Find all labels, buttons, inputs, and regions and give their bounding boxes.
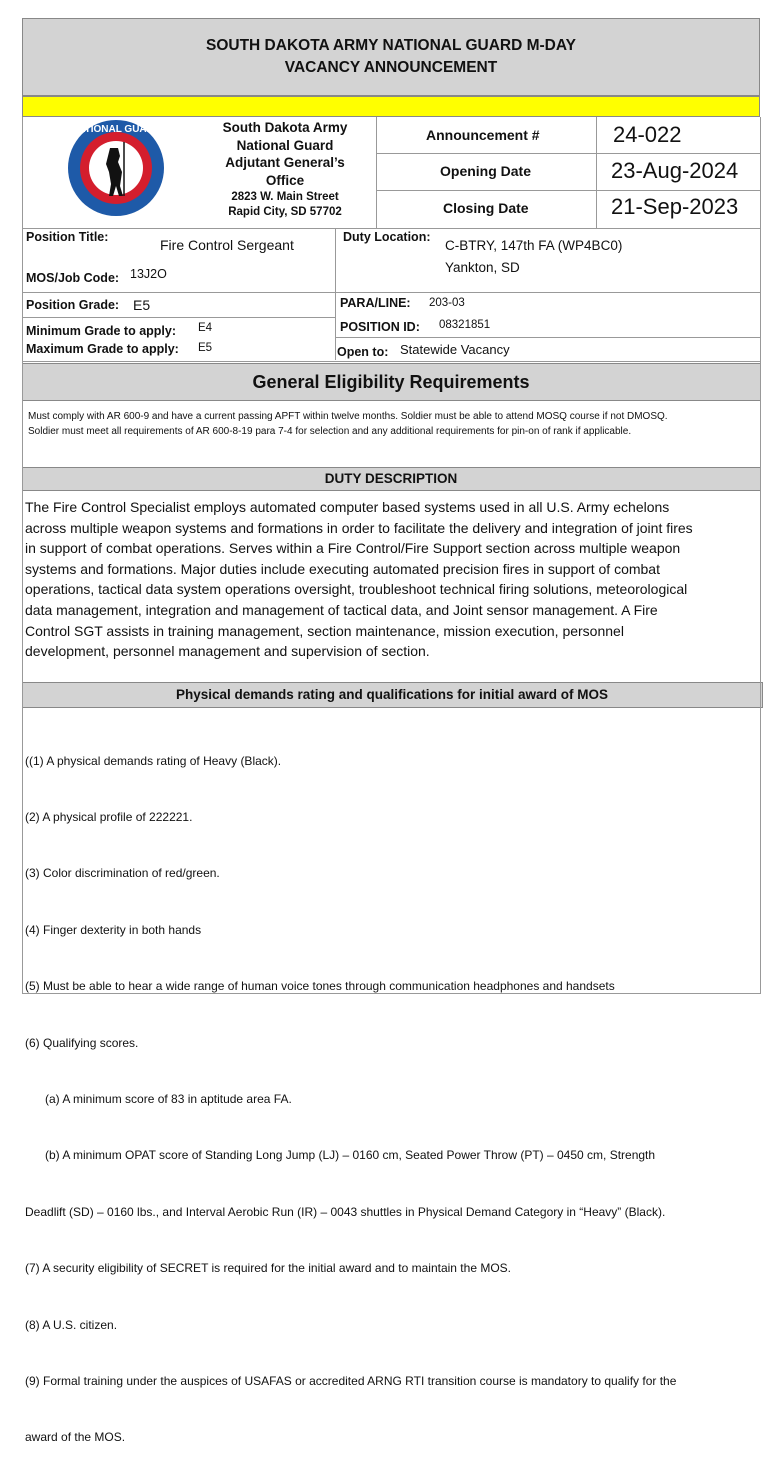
duty-location-label: Duty Location: bbox=[343, 230, 431, 244]
office-name-line: Office bbox=[265, 172, 305, 188]
physical-line: ((1) A physical demands rating of Heavy (Black). bbox=[25, 753, 282, 768]
physical-line: (4) Finger dexterity in both hands bbox=[25, 922, 202, 937]
max-grade: E5 bbox=[198, 342, 213, 354]
physical-line: (a) A minimum score of 83 in aptitude area FA. bbox=[25, 1091, 292, 1106]
position-id: 08321851 bbox=[439, 319, 491, 331]
office-city: Rapid City, SD 57702 bbox=[228, 206, 342, 218]
office-street: 2823 W. Main Street bbox=[231, 191, 339, 203]
duty-line: data management, integration and management of tactical data, and Joint sensor management. A Fire bbox=[25, 601, 658, 618]
office-name bbox=[214, 119, 356, 189]
open-to: Statewide Vacancy bbox=[400, 342, 510, 357]
position-grade: E5 bbox=[133, 297, 151, 313]
physical-line: Deadlift (SD) – 0160 lbs., and Interval Aerobic Run (IR) – 0043 shuttles in Physical Demand Category in “Heavy” (Black). bbox=[25, 1204, 666, 1219]
max-grade-label: Maximum Grade to apply: bbox=[26, 342, 179, 356]
duty-location-line1: C-BTRY, 147th FA (WP4BC0) bbox=[445, 238, 623, 253]
duty-line: development, personnel management and supervision of section. bbox=[25, 643, 430, 660]
position-title: Fire Control Sergeant bbox=[160, 237, 294, 253]
duty-line: operations, tactical data system operations oversight, troubleshoot technical firing solutions, meteorological bbox=[25, 581, 688, 598]
eligibility-line: Must comply with AR 600-9 and have a current passing APFT within twelve months. Soldier must be able to attend MOSQ course if not DMOSQ. bbox=[28, 411, 668, 422]
opening-date: 23-Aug-2024 bbox=[611, 158, 739, 183]
physical-line: (9) Formal training under the auspices of USAFAS or accredited ARNG RTI transition course is mandatory to qualify for the bbox=[25, 1373, 677, 1388]
mos-code: 13J2O bbox=[130, 267, 167, 281]
duty-heading: DUTY DESCRIPTION bbox=[22, 467, 760, 491]
office-name-line: South Dakota Army bbox=[222, 120, 348, 135]
announcement-number-label: Announcement # bbox=[426, 127, 540, 143]
yellow-bar bbox=[22, 96, 760, 117]
header-title-line1: SOUTH DAKOTA ARMY NATIONAL GUARD M-DAY bbox=[206, 37, 576, 54]
physical-line: (8) A U.S. citizen. bbox=[25, 1317, 118, 1332]
physical-line: (5) Must be able to hear a wide range of human voice tones through communication headphones and handsets bbox=[25, 979, 615, 994]
eligibility-line: Soldier must meet all requirements of AR 600-8-19 para 7-4 for selection and any additional requirements for pin-on of rank if applicable. bbox=[28, 426, 632, 437]
position-title-label: Position Title: bbox=[26, 230, 109, 244]
physical-line: (2) A physical profile of 222221. bbox=[25, 809, 193, 824]
para-line: 203-03 bbox=[429, 297, 465, 309]
seal-top-text: NATIONAL GUARD bbox=[70, 124, 162, 135]
closing-date: 21-Sep-2023 bbox=[611, 194, 739, 219]
mos-label: MOS/Job Code: bbox=[26, 271, 120, 285]
header-banner bbox=[22, 18, 760, 96]
min-grade-label: Minimum Grade to apply: bbox=[26, 324, 177, 338]
announcement-number: 24-022 bbox=[613, 122, 682, 147]
open-to-label: Open to: bbox=[337, 345, 389, 359]
duty-line: The Fire Control Specialist employs automated computer based systems used in all U.S. Army echelons bbox=[25, 499, 670, 515]
duty-line: across multiple weapon systems and formations in order to facilitate the delivery and integration of joint fires bbox=[25, 519, 693, 536]
physical-requirements bbox=[25, 714, 760, 1466]
office-name-line: Adjutant General’s bbox=[225, 155, 345, 170]
duty-line: Control SGT assists in training management, section maintenance, mission execution, personnel bbox=[25, 622, 624, 639]
eligibility-text bbox=[28, 409, 758, 439]
position-grade-label: Position Grade: bbox=[26, 298, 120, 312]
para-line-label: PARA/LINE: bbox=[340, 296, 411, 310]
physical-heading: Physical demands rating and qualifications for initial award of MOS bbox=[22, 682, 763, 708]
min-grade: E4 bbox=[198, 322, 213, 334]
physical-line: (7) A security eligibility of SECRET is required for the initial award and to maintain the MOS. bbox=[25, 1261, 511, 1276]
office-address bbox=[214, 190, 356, 220]
physical-line: award of the MOS. bbox=[25, 1430, 126, 1445]
office-name-line: National Guard bbox=[236, 137, 334, 153]
duty-description bbox=[25, 497, 760, 662]
duty-line: systems and formations. Major duties include executing automated precision fires in support of combat bbox=[25, 560, 660, 577]
opening-date-label: Opening Date bbox=[440, 163, 532, 179]
header-title-line2: VACANCY ANNOUNCEMENT bbox=[284, 59, 498, 76]
duty-location-line2: Yankton, SD bbox=[445, 260, 520, 275]
position-id-label: POSITION ID: bbox=[340, 320, 420, 334]
physical-line: (b) A minimum OPAT score of Standing Long Jump (LJ) – 0160 cm, Seated Power Throw (PT) – 0450 cm, Strength bbox=[25, 1148, 656, 1163]
physical-line: (6) Qualifying scores. bbox=[25, 1035, 139, 1050]
duty-line: in support of combat operations. Serves within a Fire Control/Fire Support section across multiple weapon bbox=[25, 540, 681, 557]
closing-date-label: Closing Date bbox=[443, 200, 529, 216]
eligibility-heading: General Eligibility Requirements bbox=[22, 363, 760, 401]
physical-line: (3) Color discrimination of red/green. bbox=[25, 866, 220, 881]
